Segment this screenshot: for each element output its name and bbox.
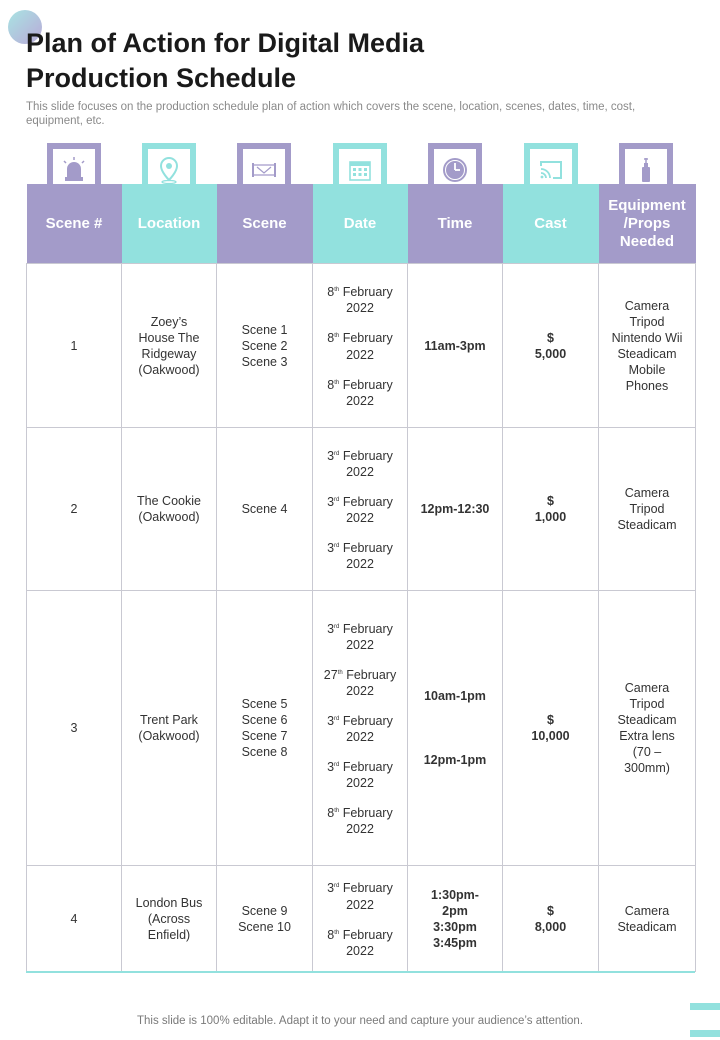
date-entry: 3rd February 2022 <box>327 760 393 791</box>
tab-date <box>333 143 387 185</box>
header-scene-no: Scene # <box>27 184 122 264</box>
cell-scenes: Scene 9 Scene 10 <box>217 866 313 972</box>
table-row <box>27 591 696 866</box>
cell-scenes: Scene 1 Scene 2 Scene 3 <box>217 264 313 428</box>
header-time: Time <box>408 184 503 264</box>
cell-cast-cost: $ 8,000 <box>503 866 599 972</box>
cell-scene-no: 2 <box>27 428 122 591</box>
cell-dates <box>313 264 408 428</box>
tab-location <box>142 143 196 185</box>
date-entry: 3rd February 2022 <box>327 881 393 912</box>
date-entry: 3rd February 2022 <box>327 714 393 745</box>
header-location: Location <box>122 184 217 264</box>
tab-time <box>428 143 482 185</box>
table-row <box>27 866 696 972</box>
cell-scenes: Scene 4 <box>217 428 313 591</box>
cast-icon <box>536 155 566 185</box>
footer-note: This slide is 100% editable. Adapt it to your need and capture your audience’s attention. <box>136 1015 584 1027</box>
cell-equipment: Camera Tripod Steadicam <box>599 428 696 591</box>
cell-dates <box>313 591 408 866</box>
tab-scene <box>237 143 291 185</box>
cell-location: Trent Park (Oakwood) <box>122 591 217 866</box>
date-entry: 27th February 2022 <box>323 667 397 698</box>
header-cast: Cast <box>503 184 599 264</box>
header-date: Date <box>313 184 408 264</box>
page-title: Plan of Action for Digital Media Production Schedule <box>26 28 425 93</box>
date-entry: 3rd February 2022 <box>327 541 393 572</box>
date-entry: 3rd February 2022 <box>327 448 393 479</box>
table-header-row <box>27 184 696 264</box>
cell-time: 12pm-12:30 <box>408 428 503 591</box>
page-subtitle: This slide focuses on the production schedule plan of action which covers the scene, location, scenes, dates, time, cost, equipment, etc. <box>26 101 636 127</box>
header-equipment: Equipment /Props Needed <box>599 184 696 264</box>
cell-time: 10am-1pm 12pm-1pm <box>408 591 503 866</box>
decorative-corner-bar <box>690 1030 720 1037</box>
date-entry: 3rd February 2022 <box>327 495 393 526</box>
date-entry: 8th February 2022 <box>327 285 393 316</box>
decorative-corner-bar <box>690 1003 720 1010</box>
cell-scene-no: 3 <box>27 591 122 866</box>
date-entry: 8th February 2022 <box>327 927 393 958</box>
cell-cast-cost: $ 1,000 <box>503 428 599 591</box>
cell-location: Zoey’s House The Ridgeway (Oakwood) <box>122 264 217 428</box>
date-entry: 8th February 2022 <box>327 377 393 408</box>
cell-cast-cost: $ 10,000 <box>503 591 599 866</box>
date-entry: 3rd February 2022 <box>327 621 393 652</box>
cell-location: The Cookie (Oakwood) <box>122 428 217 591</box>
cell-time: 11am-3pm <box>408 264 503 428</box>
cell-cast-cost: $ 5,000 <box>503 264 599 428</box>
tab-equipment <box>619 143 673 185</box>
cell-equipment: Camera Steadicam <box>599 866 696 972</box>
table-row <box>27 428 696 591</box>
date-entry: 8th February 2022 <box>327 331 393 362</box>
table-bottom-accent <box>26 971 695 973</box>
clock-icon <box>440 155 470 185</box>
spray-bottle-icon <box>631 155 661 185</box>
cell-scene-no: 4 <box>27 866 122 972</box>
alarm-light-icon <box>59 155 89 185</box>
header-scene: Scene <box>217 184 313 264</box>
cell-dates <box>313 866 408 972</box>
cell-dates <box>313 428 408 591</box>
cell-time: 1:30pm- 2pm 3:30pm 3:45pm <box>408 866 503 972</box>
cell-location: London Bus (Across Enfield) <box>122 866 217 972</box>
calendar-icon <box>345 155 375 185</box>
tab-cast <box>524 143 578 185</box>
tab-scene-no <box>47 143 101 185</box>
film-frame-icon <box>249 155 279 185</box>
cell-scenes: Scene 5 Scene 6 Scene 7 Scene 8 <box>217 591 313 866</box>
date-entry: 8th February 2022 <box>327 806 393 837</box>
cell-equipment: Camera Tripod Nintendo Wii Steadicam Mobile Phones <box>599 264 696 428</box>
schedule-table <box>26 184 696 972</box>
cell-equipment: Camera Tripod Steadicam Extra lens (70 – 300mm) <box>599 591 696 866</box>
location-pin-icon <box>154 155 184 185</box>
column-icon-tabs <box>26 143 694 185</box>
table-row <box>27 264 696 428</box>
cell-scene-no: 1 <box>27 264 122 428</box>
